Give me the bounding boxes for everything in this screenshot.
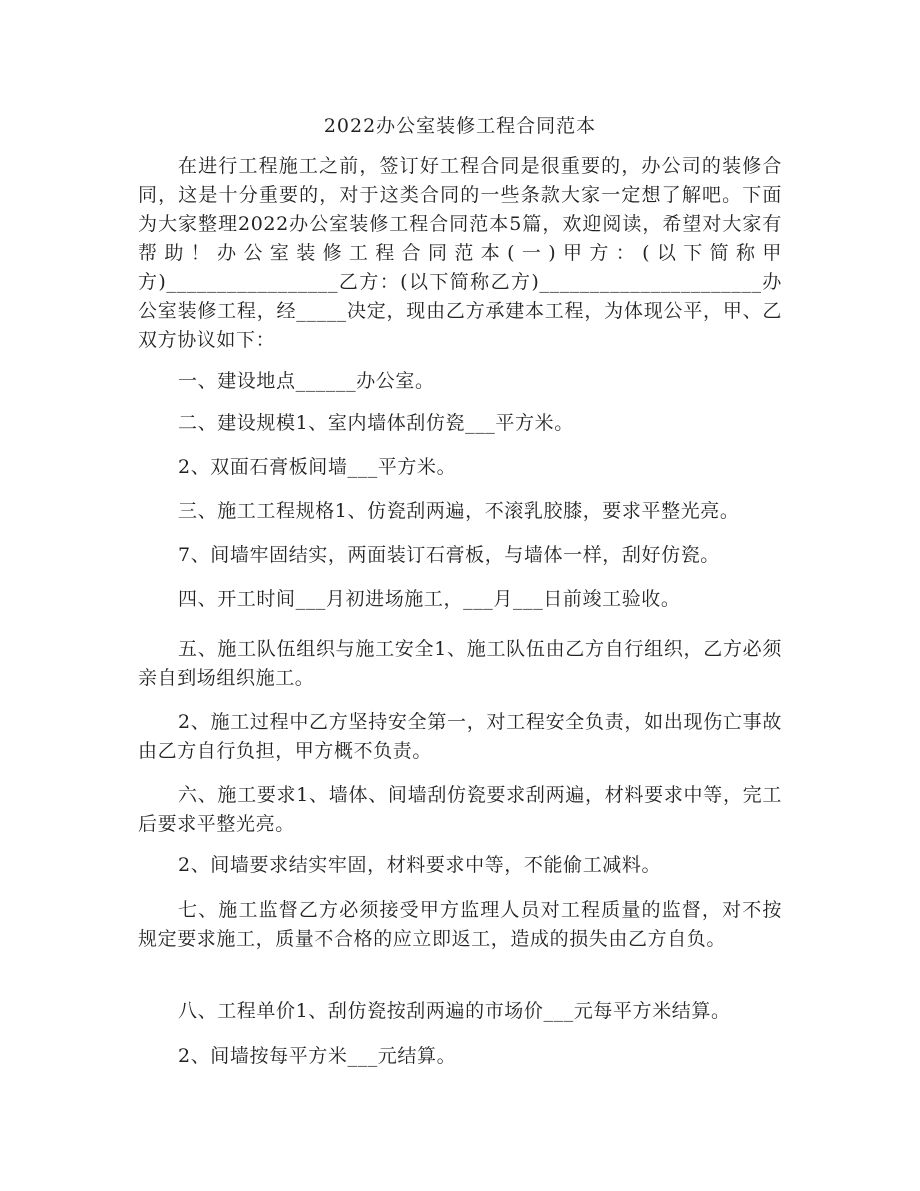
clause-paragraph: 四、开工时间___月初进场施工，___月___日前竣工验收。 xyxy=(178,588,681,610)
clause-paragraph: 三、施工工程规格1、仿瓷刮两遍，不滚乳胶膝，要求平整光亮。 xyxy=(178,500,740,522)
clause-paragraph: 八、工程单价1、刮仿瓷按刮两遍的市场价___元每平方米结算。 xyxy=(178,1000,731,1022)
intro-paragraph: 在进行工程施工之前，签订好工程合同是很重要的，办公司的装修合同，这是十分重要的，对于这类合同的一些条款大家一定想了解吧。下面为大家整理2022办公室装修工程合同范本5篇，欢迎阅读，希望对大家有帮助！办公室装修工程合同范本(一)甲方：(以下简称甲方)_________________乙方：(以下简称乙方)______________________办公室装修工程，经_____决定，现由乙方承建本工程，为体现公平，甲、乙双方协议如下： xyxy=(138,155,782,351)
clause-paragraph: 2、间墙要求结实牢固，材料要求中等，不能偷工减料。 xyxy=(178,854,662,876)
clause-paragraph: 2、间墙按每平方米___元结算。 xyxy=(178,1045,457,1067)
clause-paragraph: 二、建设规模1、室内墙体刮仿瓷___平方米。 xyxy=(178,412,574,434)
clause-paragraph: 一、建设地点______办公室。 xyxy=(178,370,435,392)
clause-paragraph: 六、施工要求1、墙体、间墙刮仿瓷要求刮两遍，材料要求中等，完工后要求平整光亮。 xyxy=(138,784,782,835)
clause-paragraph: 五、施工队伍组织与施工安全1、施工队伍由乙方自行组织，乙方必须亲自到场组织施工。 xyxy=(138,638,782,689)
clause-paragraph: 七、施工监督乙方必须接受甲方监理人员对工程质量的监督，对不按规定要求施工，质量不合格的应立即返工，造成的损失由乙方自负。 xyxy=(138,899,782,950)
document-title: 2022办公室装修工程合同范本 xyxy=(323,115,597,137)
clause-paragraph: 7、间墙牢固结实，两面装订石膏板，与墙体一样，刮好仿瓷。 xyxy=(178,544,720,566)
clause-paragraph: 2、双面石膏板间墙___平方米。 xyxy=(178,456,457,478)
clause-paragraph: 2、施工过程中乙方坚持安全第一，对工程安全负责，如出现伤亡事故由乙方自行负担，甲方概不负责。 xyxy=(138,711,782,762)
